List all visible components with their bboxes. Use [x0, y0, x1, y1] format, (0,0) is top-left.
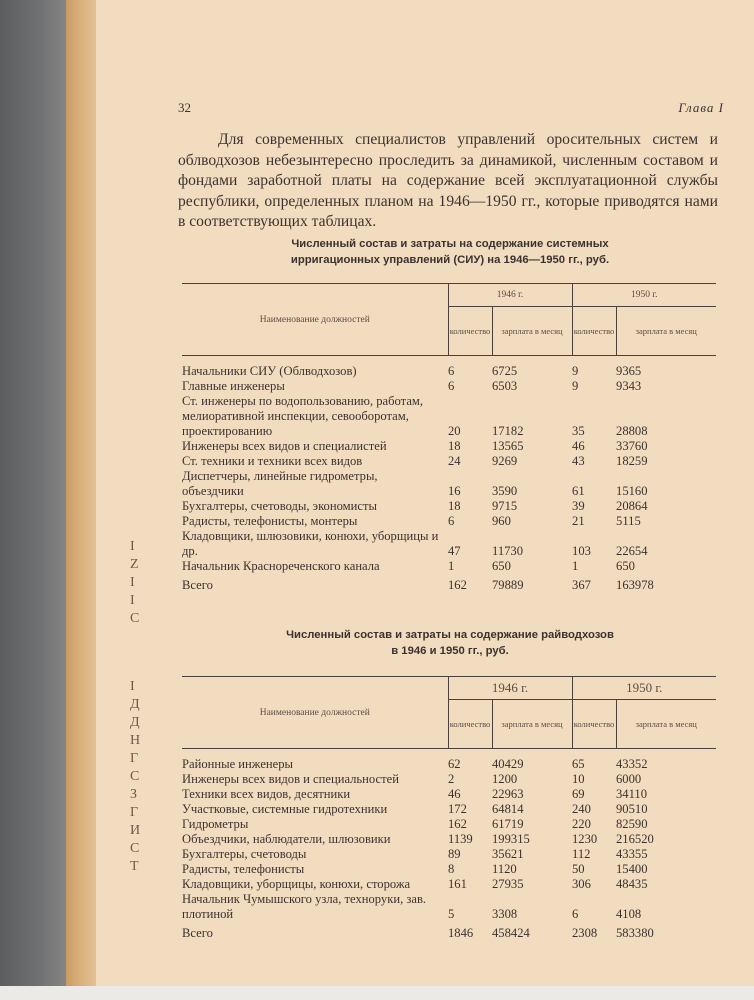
salary-1950: 216520 [616, 832, 654, 846]
count-1950: 39 [572, 499, 585, 513]
count-1946: 161 [448, 877, 467, 891]
table2-col-name: Наименование должностей [182, 677, 448, 749]
count-1950: 69 [572, 787, 585, 801]
table-row [182, 559, 716, 574]
count-1946: 20 [448, 424, 461, 438]
count-1950: 61 [572, 484, 585, 498]
salary-1946: 61719 [492, 817, 524, 831]
salary-1946: 27935 [492, 877, 524, 891]
table1-col-salary-1950: зарплата в месяц [616, 307, 716, 356]
salary-1950: 9365 [616, 364, 642, 378]
row-name: Начальник Чумышского узла, техноруки, зав. плотиной [182, 892, 427, 921]
row-name: Бухгалтеры, счетоводы, экономисты [182, 499, 377, 513]
margin-letters-upper [130, 540, 150, 630]
salary-1946: 650 [492, 559, 511, 573]
salary-1950: 9343 [616, 379, 642, 393]
salary-1946: 22963 [492, 787, 524, 801]
margin-letter: З [130, 787, 138, 802]
count-1950: 112 [572, 847, 591, 861]
margin-letter: I [130, 679, 135, 694]
table1 [182, 283, 716, 593]
total-count-1950: 2308 [572, 926, 598, 940]
count-1950: 6 [572, 907, 579, 921]
count-1946: 18 [448, 499, 461, 513]
margin-letter: Z [130, 557, 139, 572]
total-count-1950: 367 [572, 578, 591, 592]
count-1946: 172 [448, 802, 467, 816]
count-1946: 6 [448, 514, 455, 528]
count-1946: 5 [448, 907, 455, 921]
table1-caption-line1: Численный состав и затраты на содержание системных [291, 238, 609, 250]
count-1946: 6 [448, 364, 455, 378]
count-1950: 220 [572, 817, 591, 831]
chapter-heading: Глава I [678, 100, 724, 115]
salary-1950: 18259 [616, 454, 648, 468]
margin-letter: И [130, 823, 141, 838]
count-1950: 240 [572, 802, 591, 816]
margin-letter: С [130, 841, 140, 856]
salary-1950: 34110 [616, 787, 648, 801]
table1-col-count-1946: количество [448, 307, 492, 356]
row-name: Объездчики, наблюдатели, шлюзовики [182, 832, 391, 846]
margin-letter: Г [130, 805, 139, 820]
row-name: Радисты, телефонисты, монтеры [182, 514, 358, 528]
table-total-row [182, 922, 716, 941]
margin-letter: C [130, 769, 140, 784]
row-name: Кладовщики, шлюзовики, конюхи, уборщицы и др. [182, 529, 439, 558]
salary-1950: 5115 [616, 514, 641, 528]
salary-1946: 9715 [492, 499, 518, 513]
table1-year1: 1946 г. [448, 284, 572, 307]
row-name: Инженеры всех видов и специалистей [182, 439, 387, 453]
salary-1950: 33760 [616, 439, 648, 453]
row-name: Радисты, телефонисты [182, 862, 305, 876]
table-row [182, 802, 716, 817]
count-1950: 65 [572, 757, 585, 771]
table-row [182, 439, 716, 454]
salary-1946: 64814 [492, 802, 524, 816]
table2-caption-line1: Численный состав и затраты на содержание райводхозов [286, 629, 614, 641]
row-name: Начальники СИУ (Облводхозов) [182, 364, 357, 378]
salary-1950: 90510 [616, 802, 648, 816]
table2-col-count-1946: количество [448, 700, 492, 749]
table1-caption [180, 236, 720, 268]
count-1946: 2 [448, 772, 455, 786]
table-row [182, 832, 716, 847]
count-1946: 16 [448, 484, 461, 498]
table1-header-row [182, 284, 716, 307]
count-1950: 103 [572, 544, 591, 558]
table-row [182, 847, 716, 862]
row-name: Техники всех видов, десятники [182, 787, 351, 801]
salary-1946: 6725 [492, 364, 518, 378]
total-salary-1950: 583380 [616, 926, 654, 940]
salary-1950: 6000 [616, 772, 642, 786]
table-row [182, 514, 716, 529]
table2-col-salary-1946: зарплата в месяц [492, 700, 572, 749]
salary-1950: 650 [616, 559, 635, 573]
count-1946: 89 [448, 847, 461, 861]
row-name: Кладовщики, уборщицы, конюхи, сторожа [182, 877, 411, 891]
salary-1946: 3308 [492, 907, 518, 921]
salary-1946: 35621 [492, 847, 524, 861]
count-1946: 18 [448, 439, 461, 453]
total-name: Всего [182, 926, 213, 940]
table-total-row [182, 574, 716, 593]
salary-1950: 43355 [616, 847, 648, 861]
salary-1946: 1200 [492, 772, 518, 786]
salary-1946: 11730 [492, 544, 524, 558]
table-row [182, 877, 716, 892]
table2-year1: 1946 г. [448, 677, 572, 700]
margin-letter: I [130, 593, 135, 608]
table1-col-count-1950: количество [572, 307, 616, 356]
margin-letter: I [130, 575, 135, 590]
intro-paragraph: Для современных специалистов управлений оросительных систем и облводхозов небезынтересно проследить за динамикой, численным составом и фондами заработной платы на содержание всей эксплуатационной службы республики, определенных планом на 1946—1950 гг., которые приводятся нами в соответствующих таблицах. [178, 131, 718, 230]
count-1950: 10 [572, 772, 585, 786]
table-row [182, 862, 716, 877]
table2-caption-line2: в 1946 и 1950 гг., руб. [391, 645, 509, 657]
count-1950: 306 [572, 877, 591, 891]
count-1946: 47 [448, 544, 461, 558]
count-1950: 9 [572, 364, 579, 378]
table-row [182, 787, 716, 802]
count-1946: 62 [448, 757, 461, 771]
total-count-1946: 162 [448, 578, 467, 592]
table-row [182, 394, 716, 439]
count-1950: 1 [572, 559, 579, 573]
table1-year2: 1950 г. [572, 284, 716, 307]
salary-1946: 6503 [492, 379, 518, 393]
salary-1946: 3590 [492, 484, 518, 498]
salary-1946: 960 [492, 514, 511, 528]
table-row [182, 529, 716, 559]
salary-1950: 43352 [616, 757, 648, 771]
table2-col-salary-1950: зарплата в месяц [616, 700, 716, 749]
count-1950: 46 [572, 439, 585, 453]
table-row [182, 892, 716, 922]
table-row [182, 757, 716, 772]
table-row [182, 817, 716, 832]
count-1950: 43 [572, 454, 585, 468]
salary-1950: 4108 [616, 907, 642, 921]
table-row [182, 364, 716, 379]
row-name: Главные инженеры [182, 379, 285, 393]
salary-1946: 17182 [492, 424, 524, 438]
salary-1946: 1120 [492, 862, 517, 876]
table2-year2: 1950 г. [572, 677, 716, 700]
row-name: Инженеры всех видов и специальностей [182, 772, 399, 786]
salary-1946: 13565 [492, 439, 524, 453]
row-name: Гидрометры [182, 817, 249, 831]
page-number: 32 [178, 100, 191, 115]
margin-letter: Г [130, 751, 139, 766]
table1-col-salary-1946: зарплата в месяц [492, 307, 572, 356]
scan-background [0, 0, 66, 986]
row-name: Бухгалтеры, счетоводы [182, 847, 307, 861]
table-row [182, 772, 716, 787]
salary-1950: 82590 [616, 817, 648, 831]
table2 [182, 676, 716, 941]
table1-col-name: Наименование должностей [182, 284, 448, 356]
row-name: Начальник Краснореченского канала [182, 559, 380, 573]
total-salary-1946: 458424 [492, 926, 530, 940]
count-1946: 1139 [448, 832, 473, 846]
table-row [182, 469, 716, 499]
row-name: Районные инженеры [182, 757, 294, 771]
row-name: Диспетчеры, линейные гидрометры, объездчики [182, 469, 378, 498]
table-row [182, 454, 716, 469]
count-1946: 46 [448, 787, 461, 801]
table-row [182, 499, 716, 514]
row-name: Ст. инженеры по водопользованию, работам, мелиоративной инспекции, севооборотам, проектированию [182, 394, 424, 438]
margin-letter: C [130, 611, 140, 626]
count-1946: 1 [448, 559, 455, 573]
margin-letter: Т [130, 859, 139, 874]
count-1950: 1230 [572, 832, 598, 846]
salary-1950: 20864 [616, 499, 648, 513]
count-1950: 9 [572, 379, 579, 393]
margin-letter: Н [130, 733, 141, 748]
table2-col-count-1950: количество [572, 700, 616, 749]
row-name: Ст. техники и техники всех видов [182, 454, 363, 468]
salary-1950: 22654 [616, 544, 648, 558]
salary-1946: 199315 [492, 832, 530, 846]
table1-caption-line2: ирригационных управлений (СИУ) на 1946—1950 гг., руб. [290, 254, 610, 266]
count-1946: 8 [448, 862, 455, 876]
total-salary-1946: 79889 [492, 578, 524, 592]
total-salary-1950: 163978 [616, 578, 654, 592]
salary-1946: 9269 [492, 454, 518, 468]
count-1946: 6 [448, 379, 455, 393]
margin-letters-lower [130, 680, 150, 878]
margin-letter: Д [130, 715, 140, 730]
salary-1950: 28808 [616, 424, 648, 438]
margin-letter: Д [130, 697, 140, 712]
count-1946: 162 [448, 817, 467, 831]
salary-1950: 48435 [616, 877, 648, 891]
margin-letter: I [130, 539, 135, 554]
salary-1950: 15160 [616, 484, 648, 498]
table2-caption [180, 627, 720, 659]
scan-bottom-margin [0, 986, 754, 1000]
total-name: Всего [182, 578, 213, 592]
row-name: Участковые, системные гидротехники [182, 802, 388, 816]
salary-1950: 15400 [616, 862, 648, 876]
total-count-1946: 1846 [448, 926, 474, 940]
salary-1946: 40429 [492, 757, 524, 771]
count-1950: 21 [572, 514, 585, 528]
count-1950: 35 [572, 424, 585, 438]
previous-page-edge [66, 0, 96, 986]
count-1950: 50 [572, 862, 585, 876]
count-1946: 24 [448, 454, 461, 468]
table2-header-row [182, 677, 716, 700]
table-row [182, 379, 716, 394]
